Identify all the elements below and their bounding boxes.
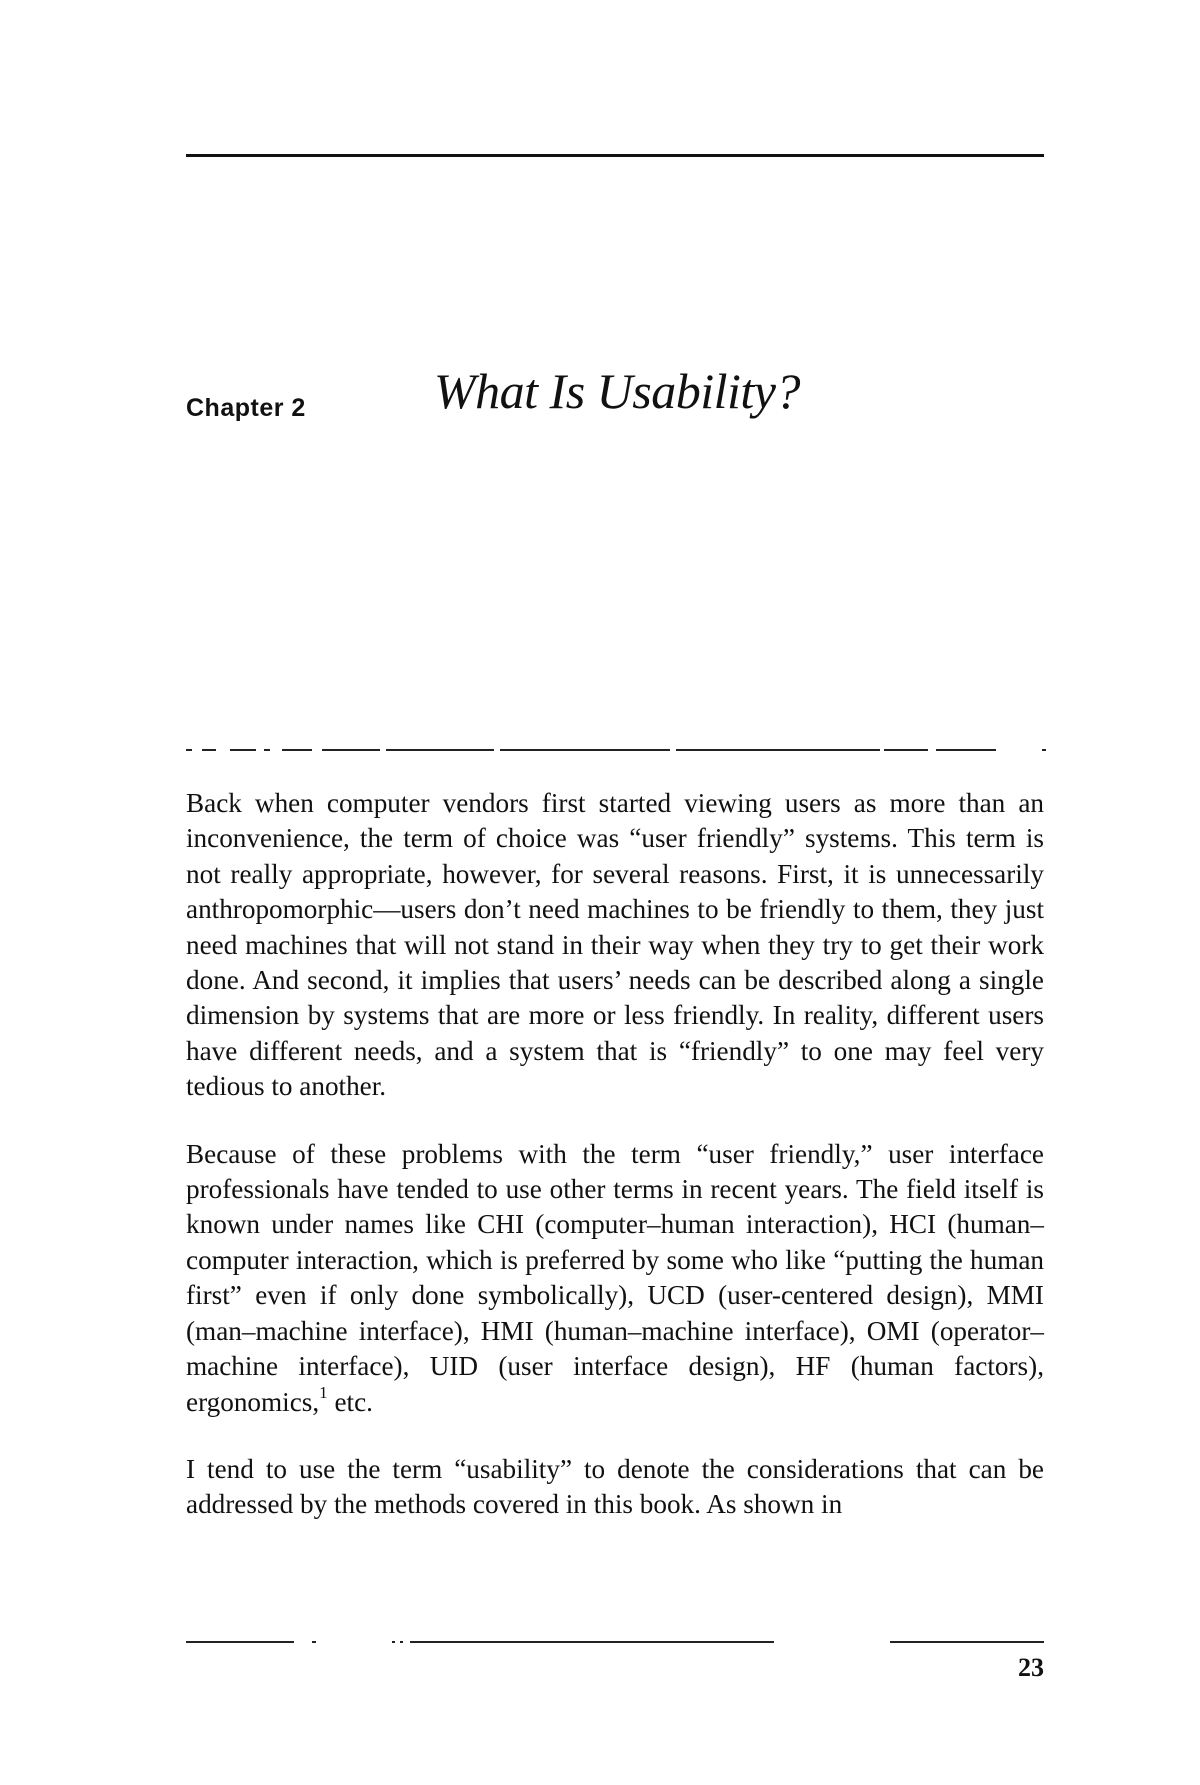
- paragraph-2-tail: etc.: [327, 1386, 373, 1417]
- chapter-label: Chapter 2: [186, 394, 306, 422]
- paragraph-3: I tend to use the term “usability” to denote the considerations that can be addressed by the methods covered in this book. As shown in: [186, 1453, 1044, 1520]
- footer-divider: [186, 1641, 1044, 1645]
- chapter-title: What Is Usability?: [434, 363, 800, 419]
- footnote-ref: 1: [319, 1383, 328, 1403]
- page-number: 23: [1018, 1653, 1044, 1682]
- body-text: [186, 786, 1044, 1555]
- paragraph-1: Back when computer vendors first started viewing users as more than an inconvenience, the term of choice was “user friendly” systems. This term is not really appropriate, however, for several reasons. First, it is unnecessarily anthropomorphic—users don’t need machines to be friendly to them, they just need machines that will not stand in their way when they try to get their work done. And second, it implies that users’ needs can be described along a single dimension by systems that are more or less friendly. In reality, different users have different needs, and a system that is “friendly” to one may feel very tedious to another.: [186, 788, 1044, 1102]
- paragraph-2: [186, 1137, 1044, 1420]
- section-divider: [186, 749, 1044, 753]
- top-rule: [186, 154, 1044, 157]
- paragraph-2-text: Because of these problems with the term “user friendly,” user interface professionals have tended to use other terms in recent years. The field itself is known under names like CHI (computer–human interaction), HCI (human–computer interaction, which is preferred by some who like “putting the human first” even if only done symbolically), UCD (user-centered design), MMI (man–machine interface), HMI (human–machine interface), OMI (operator–machine interface), UID (user interface design), HF (human factors), ergonomics,: [186, 1138, 1044, 1417]
